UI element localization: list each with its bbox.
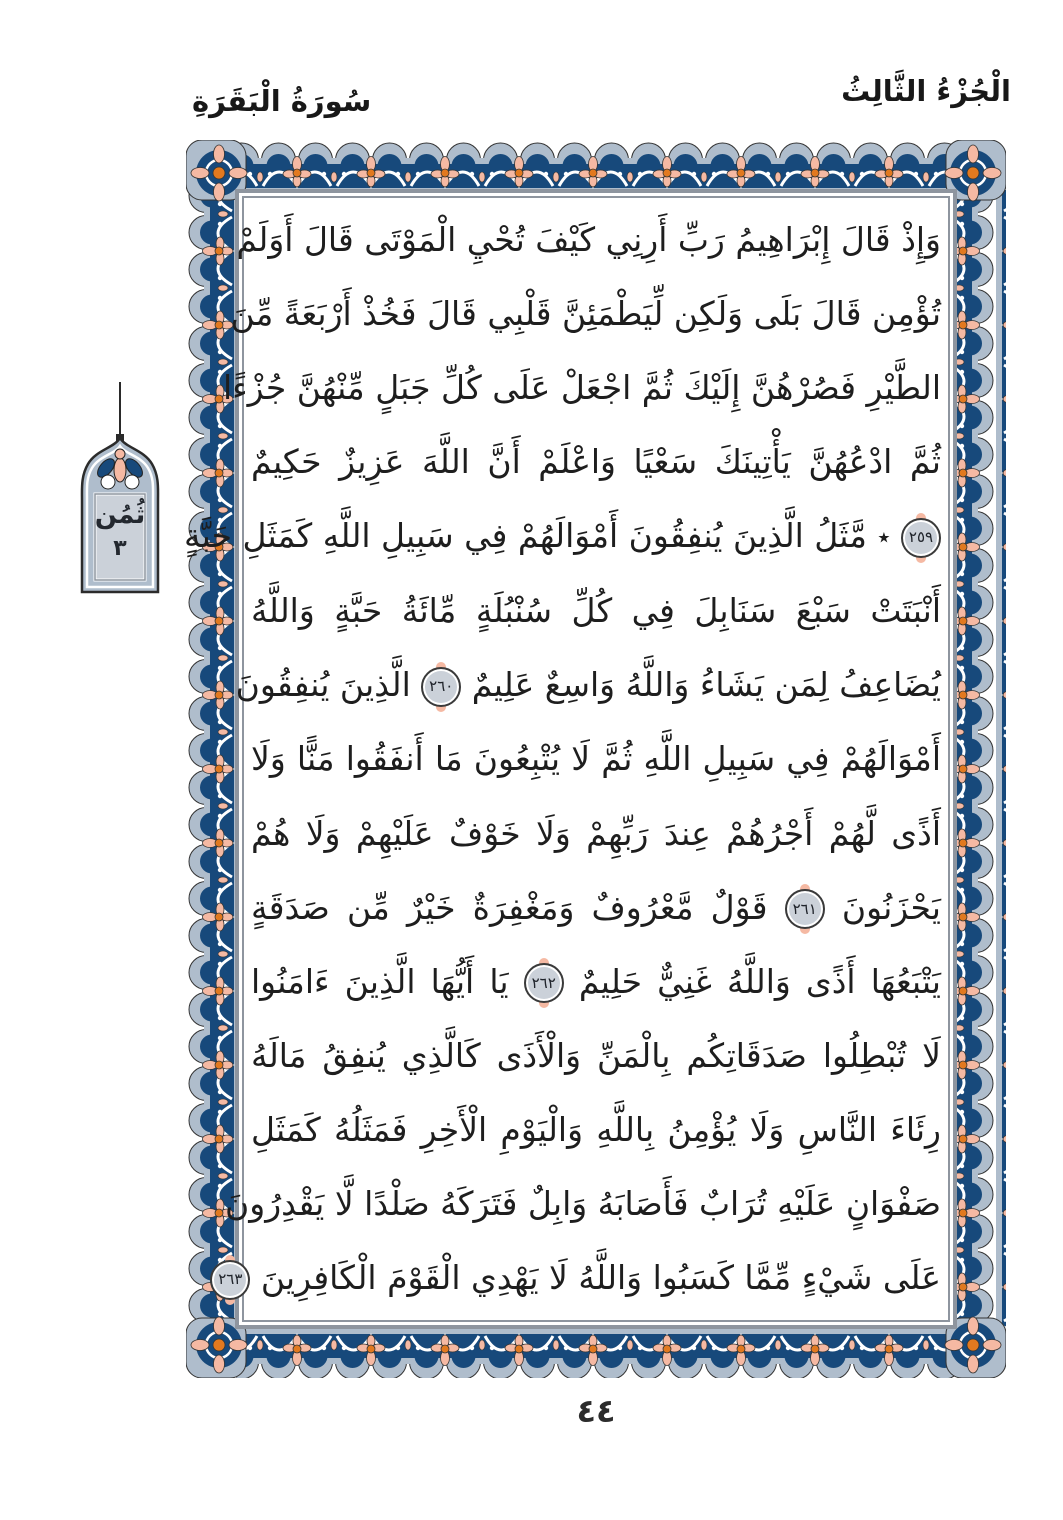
rub-el-hizb-icon: ٭ xyxy=(877,523,891,552)
verse-text: عَلَى شَيْءٍ مِّمَّا كَسَبُوا وَاللَّهُ لَا يَهْدِي الْقَوْمَ الْكَافِرِينَ xyxy=(260,1258,941,1298)
verse-text: أَذًى لَّهُمْ أَجْرُهُمْ عِندَ رَبِّهِمْ وَلَا خَوْفٌ عَلَيْهِمْ وَلَا هُمْ xyxy=(251,813,941,853)
page-number: ٤٤ xyxy=(576,1392,616,1430)
verse-text: أَمْوَالَهُمْ فِي سَبِيلِ اللَّهِ ثُمَّ لَا يُتْبِعُونَ مَا أَنفَقُوا مَنًّا وَلَا xyxy=(251,739,941,779)
verse-text: لَا تُبْطِلُوا صَدَقَاتِكُم بِالْمَنِّ وَالْأَذَى كَالَّذِي يُنفِقُ مَالَهُ xyxy=(251,1035,941,1075)
verse-text: يَا أَيُّهَا الَّذِينَ ءَامَنُوا xyxy=(251,961,509,1001)
verse-text: الَّذِينَ يُنفِقُونَ xyxy=(235,665,411,705)
ornamental-border-frame xyxy=(183,140,1006,1378)
inner-rule-frame xyxy=(183,189,957,1329)
quran-line xyxy=(235,648,941,722)
quran-line xyxy=(218,1241,941,1315)
quran-line xyxy=(251,1093,941,1167)
quran-line xyxy=(251,425,941,499)
quran-line xyxy=(251,945,941,1019)
thumn-marker xyxy=(70,382,170,598)
quran-line xyxy=(230,277,941,351)
verse-text: أَنْبَتَتْ سَبْعَ سَنَابِلَ فِي كُلِّ سُنْبُلَةٍ مِّائَةُ حَبَّةٍ وَاللَّهُ xyxy=(251,591,941,631)
ayah-end-marker: ٢٦٢ xyxy=(524,963,564,1003)
verse-text: قَوْلٌ مَّعْرُوفٌ وَمَغْفِرَةٌ خَيْرٌ مِّن صَدَقَةٍ xyxy=(251,887,768,927)
verse-text: وَإِذْ قَالَ إِبْرَاهِيمُ رَبِّ أَرِنِي كَيْفَ تُحْيِ الْمَوْتَى قَالَ أَوَلَمْ xyxy=(236,220,941,259)
thumn-marker-label: ثُمُن xyxy=(94,500,146,530)
verse-text: رِئَاءَ النَّاسِ وَلَا يُؤْمِنُ بِاللَّهِ وَالْيَوْمِ الْأَخِرِ فَمَثَلُهُ كَمَثَلِ xyxy=(251,1109,941,1149)
verse-text: صَفْوَانٍ عَلَيْهِ تُرَابٌ فَأَصَابَهُ وَابِلٌ فَتَرَكَهُ صَلْدًا لَّا يَقْدِرُونَ xyxy=(225,1183,941,1223)
thumn-marker-antenna xyxy=(119,382,121,438)
verse-text: ثُمَّ ادْعُهُنَّ يَأْتِينَكَ سَعْيًا وَاعْلَمْ أَنَّ اللَّهَ عَزِيزٌ حَكِيمٌ xyxy=(251,442,941,482)
ayah-end-marker: ٢٦٣ xyxy=(210,1260,250,1300)
quran-line xyxy=(251,1019,941,1093)
quran-lines xyxy=(183,203,941,1315)
ayah-end-marker: ٢٦٠ xyxy=(421,667,461,707)
quran-line xyxy=(236,203,941,277)
verse-text: يَتْبَعُهَا أَذًى وَاللَّهُ غَنِيٌّ حَلِيمٌ xyxy=(578,961,941,1001)
quran-line xyxy=(251,722,941,796)
verse-text: يُضَاعِفُ لِمَن يَشَاءُ وَاللَّهُ وَاسِعٌ عَلِيمٌ xyxy=(471,665,941,705)
quran-line xyxy=(251,797,941,871)
ayah-end-marker: ٢٥٩ xyxy=(901,518,941,558)
verse-text: يَحْزَنُونَ xyxy=(841,887,941,927)
thumn-marker-number: ٣ xyxy=(113,536,127,561)
quran-line xyxy=(225,1167,941,1241)
verse-text: مَّثَلُ الَّذِينَ يُنفِقُونَ أَمْوَالَهُمْ فِي سَبِيلِ اللَّهِ كَمَثَلِ حَبَّةٍ xyxy=(183,516,867,556)
quran-line xyxy=(222,351,941,425)
juz-title: الْجُزْءُ الثَّالِثُ xyxy=(841,74,1011,108)
verse-text: تُؤْمِن قَالَ بَلَى وَلَكِن لِّيَطْمَئِنَّ قَلْبِي قَالَ فَخُذْ أَرْبَعَةً مِّنَ xyxy=(230,294,941,334)
surah-title: سُورَةُ الْبَقَرَةِ xyxy=(192,84,372,118)
quran-line xyxy=(251,871,941,945)
quran-line xyxy=(183,499,941,574)
verse-text: الطَّيْرِ فَصُرْهُنَّ إِلَيْكَ ثُمَّ اجْعَلْ عَلَى كُلِّ جَبَلٍ مِّنْهُنَّ جُزْءًا xyxy=(222,368,941,408)
quran-line xyxy=(251,574,941,648)
ayah-end-marker: ٢٦١ xyxy=(785,889,825,929)
